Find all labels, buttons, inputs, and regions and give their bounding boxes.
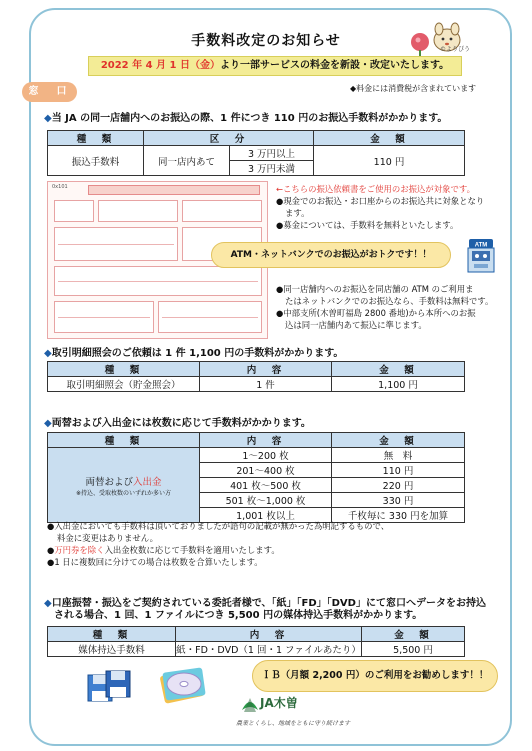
table-header-row — [48, 627, 465, 642]
table-header: 金 額 — [332, 433, 465, 448]
atm-note: 込は同一店舗内あて振込に準じます。 — [285, 320, 427, 330]
form-rule — [58, 281, 258, 282]
page-title: 手数料改定のお知らせ — [191, 33, 341, 49]
exchange-type-label — [48, 474, 199, 488]
table-cell: 無 料 — [332, 448, 465, 463]
table-cell: 501 枚～1,000 枚 — [200, 493, 332, 508]
exchange-note: ●1 日に複数回に分けての場合は枚数を合算いたします。 — [47, 557, 263, 567]
table-cell: 1,100 円 — [332, 377, 465, 392]
exchange-type-note: ※持込、受取枚数のいずれか多い方 — [75, 489, 172, 497]
fee-type-cell: 振込手数料 — [48, 146, 144, 176]
diamond-icon: ◆ — [44, 113, 52, 124]
exchange-fee-table — [47, 432, 465, 523]
form-rule — [162, 317, 258, 318]
svg-text:ATM: ATM — [474, 242, 488, 249]
table-header: 金 額 — [362, 627, 465, 642]
table-header: 金 額 — [332, 362, 465, 377]
atm-note-text: 中部支所(木曽町福島 2800 番地)から本所へのお振 — [283, 308, 476, 318]
table-row — [48, 448, 465, 463]
exchange-type-red: 入出金 — [133, 476, 162, 488]
ja-logo-text: JA木曽 — [260, 696, 298, 710]
exchange-note: 料金に変更はありません。 — [57, 533, 159, 543]
form-note-text: 募金については、手数料を無料といたします。 — [283, 220, 459, 230]
table-cell: 取引明細照会（貯金照会） — [48, 377, 200, 392]
announcement-banner — [88, 56, 462, 76]
section-transfer-heading — [44, 113, 447, 125]
section-media-line — [44, 598, 512, 610]
ib-banner: ＩＢ（月額 2,200 円）のご利用をお勧めします！！ — [252, 660, 498, 692]
section-transfer-heading-text: 当 JA の同一店舗内へのお振込の際、1 件につき 110 円のお振込手数料がかかります。 — [51, 113, 448, 124]
table-cell: 5,500 円 — [362, 642, 465, 657]
form-note: ●募金については、手数料を無料といたします。 — [276, 220, 459, 230]
table-header: 区 分 — [144, 131, 314, 146]
section-exchange-heading — [44, 418, 311, 430]
exchange-note-red: 万円券を除く — [54, 545, 105, 555]
section-statement-heading — [44, 348, 343, 360]
table-cell: 媒体持込手数料 — [48, 642, 176, 657]
form-box — [98, 200, 178, 222]
diamond-icon: ◆ — [44, 348, 52, 359]
table-header-row — [48, 433, 465, 448]
atm-icon — [466, 238, 496, 274]
form-rule — [58, 244, 174, 245]
atm-notes — [276, 283, 493, 331]
tax-note: ◆料金には消費税が含まれています — [350, 84, 477, 93]
section-media-heading — [44, 598, 512, 622]
range-cell: 3 万円未満 — [230, 161, 314, 176]
diamond-icon: ◆ — [44, 598, 52, 609]
atm-note: ●同一店舗内へのお振込を同店舗の ATM のご利用ま — [276, 284, 474, 294]
table-cell: 330 円 — [332, 493, 465, 508]
kubun-cell: 同一店内あて — [144, 146, 230, 176]
exchange-note-text: 入出金においても手数料は頂いておりましたが語句の記載が無かった為明記するもので、 — [54, 521, 390, 531]
atm-banner: ATM・ネットバンクでのお振込がおトクです！！ — [211, 242, 451, 268]
table-cell: 千枚毎に 330 円を加算 — [332, 508, 465, 523]
floppy-disk-icon — [86, 667, 134, 705]
form-note: ●現金でのお振込・お口座からのお振込共に対象となり — [276, 196, 485, 206]
atm-note: たはネットバンクでのお振込なら、手数料は無料です。 — [285, 296, 494, 306]
mascot-caption: ©よりぴう — [440, 46, 471, 53]
exchange-type-text: 両替および — [85, 476, 133, 488]
amount-cell: 110 円 — [314, 146, 465, 176]
dvd-disc-icon — [158, 664, 208, 704]
table-cell: 1,001 枚以上 — [200, 508, 332, 523]
table-row — [48, 642, 465, 657]
table-row — [48, 146, 465, 161]
effective-date: 2022 年 4 月 1 日（金） — [100, 60, 220, 71]
table-header-row — [48, 362, 465, 377]
form-note-text: 現金でのお振込・お口座からのお振込共に対象となり — [283, 196, 485, 206]
statement-fee-table — [47, 361, 465, 392]
section-statement-heading-text: 取引明細照会のご依頼は 1 件 1,100 円の手数料がかかります。 — [51, 348, 344, 359]
form-box — [182, 200, 262, 222]
table-header: 種 類 — [48, 627, 176, 642]
atm-note: ●中部支所(木曽町福島 2800 番地)から本所へのお振 — [276, 308, 476, 318]
exchange-note-text: 入出金枚数に応じて手数料を適用いたします。 — [104, 545, 280, 555]
table-cell: 1 件 — [200, 377, 332, 392]
mascot-illustration — [398, 20, 471, 60]
exchange-note: ●万円券を除く入出金枚数に応じて手数料を適用いたします。 — [47, 545, 280, 555]
form-note: ←こちらの振込依頼書をご使用のお振込が対象です。 — [276, 184, 475, 194]
atm-note-text: 同一店舗内へのお振込を同店舗の ATM のご利用ま — [283, 284, 474, 294]
madoguchi-label: 窓 口 — [22, 82, 77, 102]
table-cell: 110 円 — [332, 463, 465, 478]
banner-text: より一部サービスの料金を新設・改定いたします。 — [219, 60, 450, 71]
table-header-row — [48, 131, 465, 146]
slogan: 農業とくらし、地域をともに守り続けます — [236, 720, 351, 727]
form-header-bar — [88, 185, 260, 195]
exchange-type-cell — [48, 448, 200, 523]
form-note: ます。 — [285, 208, 310, 218]
exchange-notes — [47, 520, 389, 568]
media-fee-table — [47, 626, 465, 657]
section-exchange-heading-text: 両替および入出金には枚数に応じて手数料がかかります。 — [51, 418, 311, 429]
table-header: 内 容 — [176, 627, 362, 642]
diamond-icon: ◆ — [44, 418, 52, 429]
table-cell: 401 枚～500 枚 — [200, 478, 332, 493]
table-cell: 紙・FD・DVD（1 回・1 ファイルあたり） — [176, 642, 362, 657]
form-id: 0x101 — [52, 184, 68, 190]
form-notes — [276, 183, 484, 231]
form-box — [54, 200, 94, 222]
table-header: 種 類 — [48, 362, 200, 377]
exchange-note: ●入出金においても手数料は頂いておりましたが語句の記載が無かった為明記するもので、 — [47, 521, 390, 531]
section-media-heading-text: 口座振替・振込をご契約されている委託者様で、「紙」「FD」「DVD」にて窓口へデータをお持込 — [51, 598, 486, 609]
section-media-line: される場合、1 回、1 ファイルにつき 5,500 円の媒体持込手数料がかかります。 — [54, 610, 423, 621]
table-header: 種 類 — [48, 131, 144, 146]
exchange-note-text: 1 日に複数回に分けての場合は枚数を合算いたします。 — [54, 557, 263, 567]
table-cell: 220 円 — [332, 478, 465, 493]
form-rule — [58, 317, 150, 318]
transfer-fee-table — [47, 130, 465, 176]
table-cell: 1～200 枚 — [200, 448, 332, 463]
table-header: 内 容 — [200, 362, 332, 377]
table-header: 種 類 — [48, 433, 200, 448]
table-cell: 201～400 枚 — [200, 463, 332, 478]
table-header: 金 額 — [314, 131, 465, 146]
table-header: 内 容 — [200, 433, 332, 448]
table-row — [48, 377, 465, 392]
range-cell: 3 万円以上 — [230, 146, 314, 161]
